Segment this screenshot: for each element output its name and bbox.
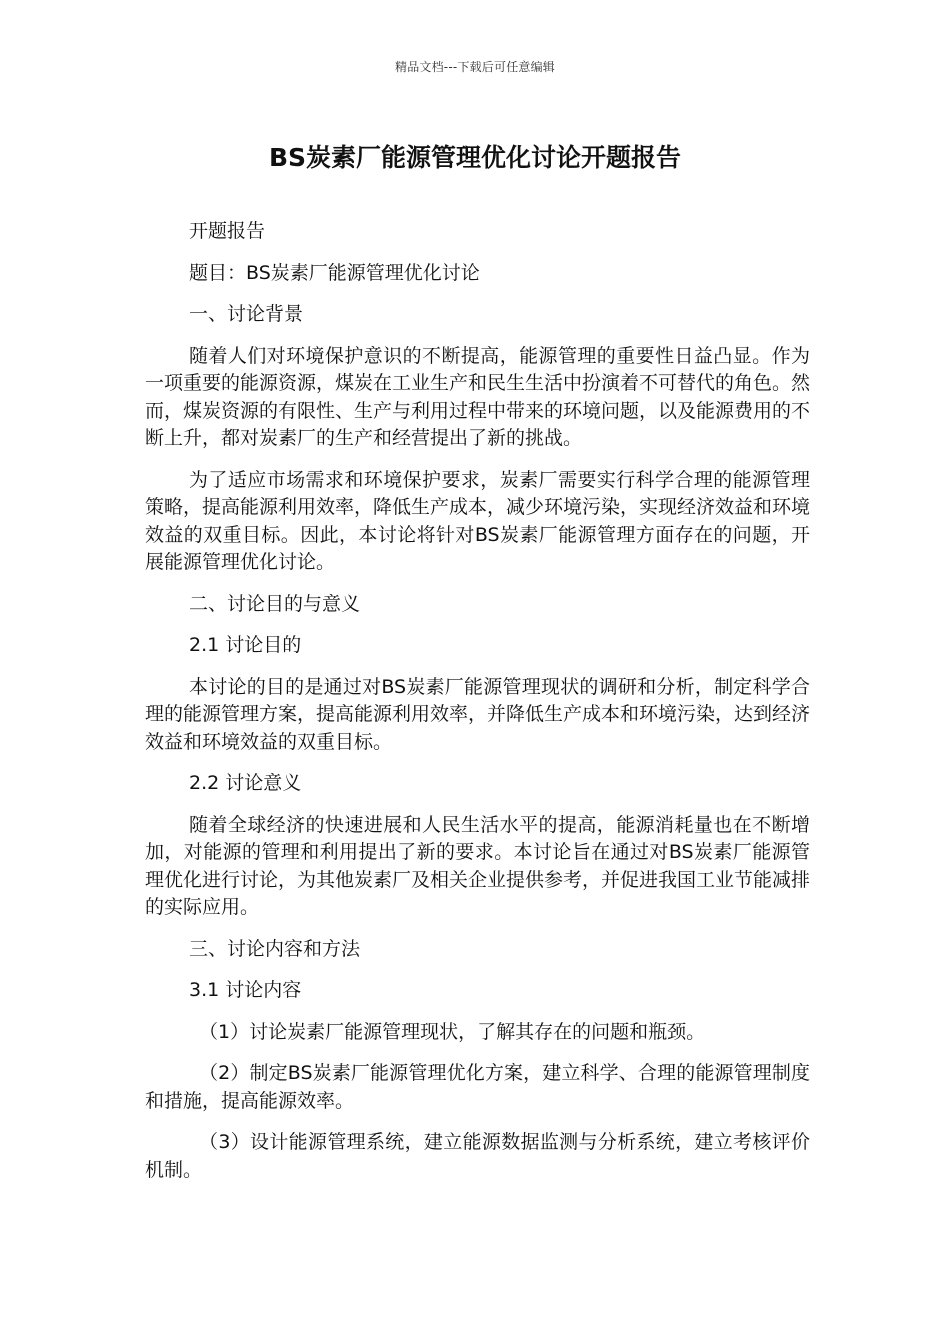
document-title: BS炭素厂能源管理优化讨论开题报告 xyxy=(268,143,682,172)
header-note: 精品文档---下载后可任意编辑 xyxy=(395,60,555,74)
report-topic: 题目：BS炭素厂能源管理优化讨论 xyxy=(189,261,480,284)
section-heading-content: 三、讨论内容和方法 xyxy=(189,937,361,960)
report-label: 开题报告 xyxy=(189,220,266,242)
section-heading-background: 一、讨论背景 xyxy=(189,303,304,325)
section-heading-purpose: 二、讨论目的与意义 xyxy=(189,592,361,615)
subsection-heading-significance: 2.2 讨论意义 xyxy=(189,772,302,794)
document-body xyxy=(145,218,810,1198)
paragraph-background-2: 为了适应市场需求和环境保护要求，炭素厂需要实行科学合理的能源管理策略，提高能源利用效率，降低生产成本，减少环境污染，实现经济效益和环境效益的双重目标。因此，本讨论将针对BS炭素厂能源管理方面存在的问题，开展能源管理优化讨论。 xyxy=(145,468,811,573)
content-item-1: （1）讨论炭素厂能源管理现状，了解其存在的问题和瓶颈。 xyxy=(199,1020,706,1043)
subsection-heading-purpose: 2.1 讨论目的 xyxy=(189,634,302,656)
content-item-2: （2）制定BS炭素厂能源管理优化方案，建立科学、合理的能源管理制度和措施，提高能源效率。 xyxy=(145,1062,810,1112)
paragraph-background-1: 随着人们对环境保护意识的不断提高，能源管理的重要性日益凸显。作为一项重要的能源资源，煤炭在工业生产和民生生活中扮演着不可替代的角色。然而，煤炭资源的有限性、生产与利用过程中带来的环境问题，以及能源费用的不断上升，都对炭素厂的生产和经营提出了新的挑战。 xyxy=(145,344,811,449)
paragraph-significance: 随着全球经济的快速进展和人民生活水平的提高，能源消耗量也在不断增加，对能源的管理和利用提出了新的要求。本讨论旨在通过对BS炭素厂能源管理优化进行讨论，为其他炭素厂及相关企业提供参考，并促进我国工业节能减排的实际应用。 xyxy=(145,813,811,918)
content-item-3: （3）设计能源管理系统，建立能源数据监测与分析系统，建立考核评价机制。 xyxy=(145,1131,810,1181)
subsection-heading-content: 3.1 讨论内容 xyxy=(189,979,302,1001)
paragraph-purpose: 本讨论的目的是通过对BS炭素厂能源管理现状的调研和分析，制定科学合理的能源管理方案，提高能源利用效率，并降低生产成本和环境污染，达到经济效益和环境效益的双重目标。 xyxy=(145,675,811,753)
